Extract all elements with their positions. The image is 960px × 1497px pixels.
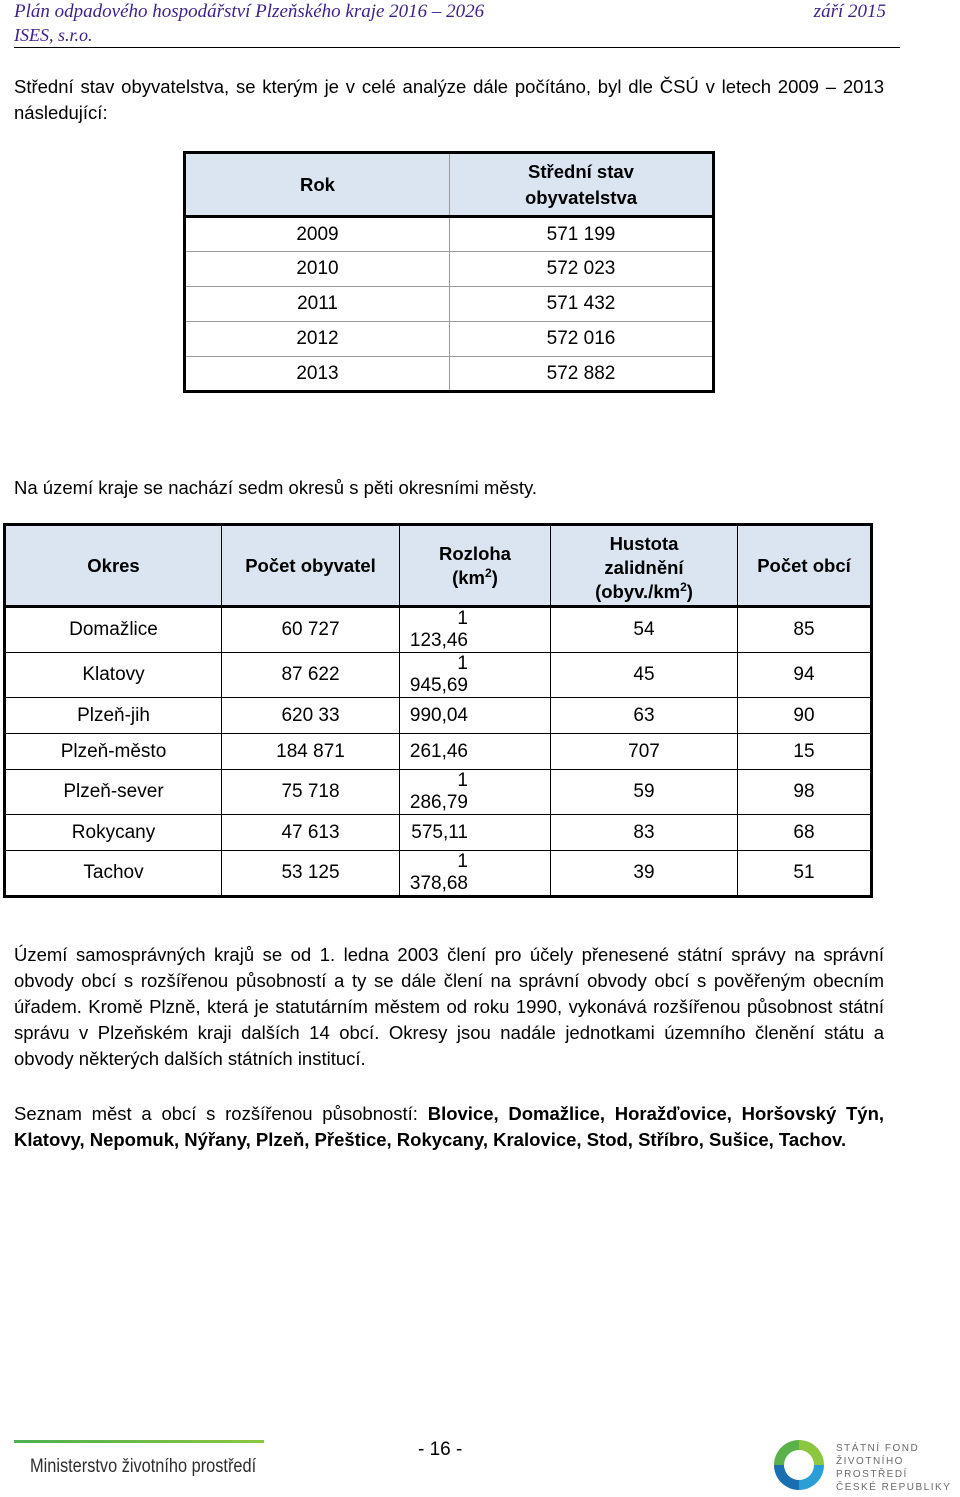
intro-paragraph: Střední stav obyvatelstva, se kterým je v celé analýze dále počítáno, byl dle ČSÚ v letech 2009 – 2013 následující:	[14, 76, 884, 123]
fund-line-1: STÁTNÍ FOND	[836, 1443, 920, 1454]
population-table	[183, 151, 715, 393]
year-cell: 2009	[185, 217, 450, 252]
table-row	[5, 698, 872, 734]
population-cell: 571 432	[450, 287, 714, 322]
table-row	[185, 357, 714, 392]
districts-paragraph: Na území kraje se nachází sedm okresů s pěti okresními městy.	[14, 477, 537, 498]
territory-paragraph: Území samosprávných krajů se od 1. ledna 2003 člení pro účely přenesené státní správy na správní obvody obcí s rozšířenou působností a ty se dále člení na správní obvody obcí s pověřeným obecním úřadem. Kromě Plzně, která je statutárním městem od roku 1990, vykonává rozšířenou působnost státní správu v Plzeňském kraji dalších 14 obcí. Okresy jsou nadále jednotkami územního členění státu a obvody některých dalších státních institucí.	[14, 944, 884, 1069]
document-date: září 2015	[813, 1, 886, 22]
fund-line-2: ŽIVOTNÍHO PROSTŘEDÍ	[836, 1456, 908, 1480]
district-cell: Plzeň-jih	[5, 698, 222, 734]
ministry-name: Ministerstvo životního prostředí	[30, 1456, 257, 1477]
district-cell: Klatovy	[5, 653, 222, 698]
cities-list: Blovice, Domažlice, Horažďovice, Horšovský Týn, Klatovy, Nepomuk, Nýřany, Plzeň, Přeštice, Rokycany, Kralovice, Stod, Stříbro, Sušice, Tachov.	[14, 1103, 885, 1150]
municipalities-cell: 98	[738, 770, 872, 815]
header-district-population: Počet obyvatel	[222, 525, 400, 607]
table-row	[185, 217, 714, 252]
municipalities-cell: 85	[738, 607, 872, 653]
municipalities-cell: 68	[738, 815, 872, 851]
population-cell: 572 023	[450, 252, 714, 287]
table-row	[5, 734, 872, 770]
district-cell: Plzeň-město	[5, 734, 222, 770]
district-cell: Rokycany	[5, 815, 222, 851]
header-district: Okres	[5, 525, 222, 607]
page-footer	[0, 1430, 960, 1497]
table-row	[5, 851, 872, 897]
cities-list-paragraph	[14, 1101, 884, 1153]
density-cell: 83	[551, 815, 738, 851]
density-cell: 707	[551, 734, 738, 770]
header-area-unit	[400, 566, 550, 590]
district-population-cell: 184 871	[222, 734, 400, 770]
district-table	[3, 523, 873, 898]
year-cell: 2010	[185, 252, 450, 287]
density-cell: 63	[551, 698, 738, 734]
district-population-cell: 47 613	[222, 815, 400, 851]
population-cell: 572 016	[450, 322, 714, 357]
density-cell: 54	[551, 607, 738, 653]
density-cell: 39	[551, 851, 738, 897]
table-row	[185, 287, 714, 322]
district-population-cell: 620 33	[222, 698, 400, 734]
area-cell: 575,11	[400, 815, 551, 851]
sfzp-logo-icon	[770, 1436, 828, 1494]
header-municipalities: Počet obcí	[738, 525, 872, 607]
population-cell: 571 199	[450, 217, 714, 252]
density-unit-close: )	[686, 580, 693, 602]
table-row	[185, 252, 714, 287]
area-cell: 990,04	[400, 698, 551, 734]
density-unit-text: (obyv./km	[595, 580, 681, 602]
header-area	[400, 525, 551, 607]
district-population-cell: 60 727	[222, 607, 400, 653]
page-number: - 16 -	[418, 1439, 463, 1460]
fund-name	[836, 1442, 960, 1494]
density-cell: 45	[551, 653, 738, 698]
company-name: ISES, s.r.o.	[14, 25, 93, 45]
header-area-label: Rozloha	[439, 542, 511, 564]
header-population	[450, 153, 714, 217]
area-cell: 1 378,68	[400, 851, 551, 897]
population-cell: 572 882	[546, 362, 616, 384]
municipalities-cell: 90	[738, 698, 872, 734]
header-density-unit	[551, 580, 737, 604]
area-unit-sup: 2	[485, 565, 492, 580]
year-cell: 2011	[185, 287, 450, 322]
district-population-cell: 75 718	[222, 770, 400, 815]
table-row	[5, 607, 872, 653]
fund-line-3: ČESKÉ REPUBLIKY	[836, 1482, 952, 1493]
area-cell: 1 945,69	[400, 653, 551, 698]
population-table-header	[185, 153, 714, 217]
district-population-cell: 87 622	[222, 653, 400, 698]
table-row	[5, 770, 872, 815]
header-density-label: Hustota zalidnění	[604, 532, 684, 578]
area-unit-close: )	[491, 566, 498, 588]
municipalities-cell: 94	[738, 653, 872, 698]
cities-list-intro: Seznam měst a obcí s rozšířenou působností:	[14, 1103, 418, 1124]
table-row	[5, 815, 872, 851]
header-population-label: Střední stav obyvatelstva	[524, 160, 638, 208]
density-cell: 59	[551, 770, 738, 815]
document-title: Plán odpadového hospodářství Plzeňského kraje 2016 – 2026	[14, 1, 485, 22]
district-population-cell: 53 125	[222, 851, 400, 897]
district-cell: Tachov	[5, 851, 222, 897]
footer-accent-bar	[14, 1440, 264, 1443]
municipalities-cell: 15	[738, 734, 872, 770]
table-row	[5, 653, 872, 698]
table-row	[185, 322, 714, 357]
year-cell: 2012	[185, 322, 450, 357]
area-unit-text: (km	[452, 566, 486, 588]
header-density	[551, 525, 738, 607]
density-unit-sup: 2	[680, 579, 687, 594]
area-cell: 261,46	[400, 734, 551, 770]
municipalities-cell: 51	[793, 862, 815, 883]
header-year: Rok	[185, 153, 450, 217]
page-header	[14, 0, 900, 48]
area-cell: 1 123,46	[400, 607, 551, 653]
district-table-header	[5, 525, 872, 607]
area-cell: 1 286,79	[400, 770, 551, 815]
district-cell: Plzeň-sever	[5, 770, 222, 815]
district-cell: Domažlice	[5, 607, 222, 653]
year-cell: 2013	[185, 357, 450, 392]
